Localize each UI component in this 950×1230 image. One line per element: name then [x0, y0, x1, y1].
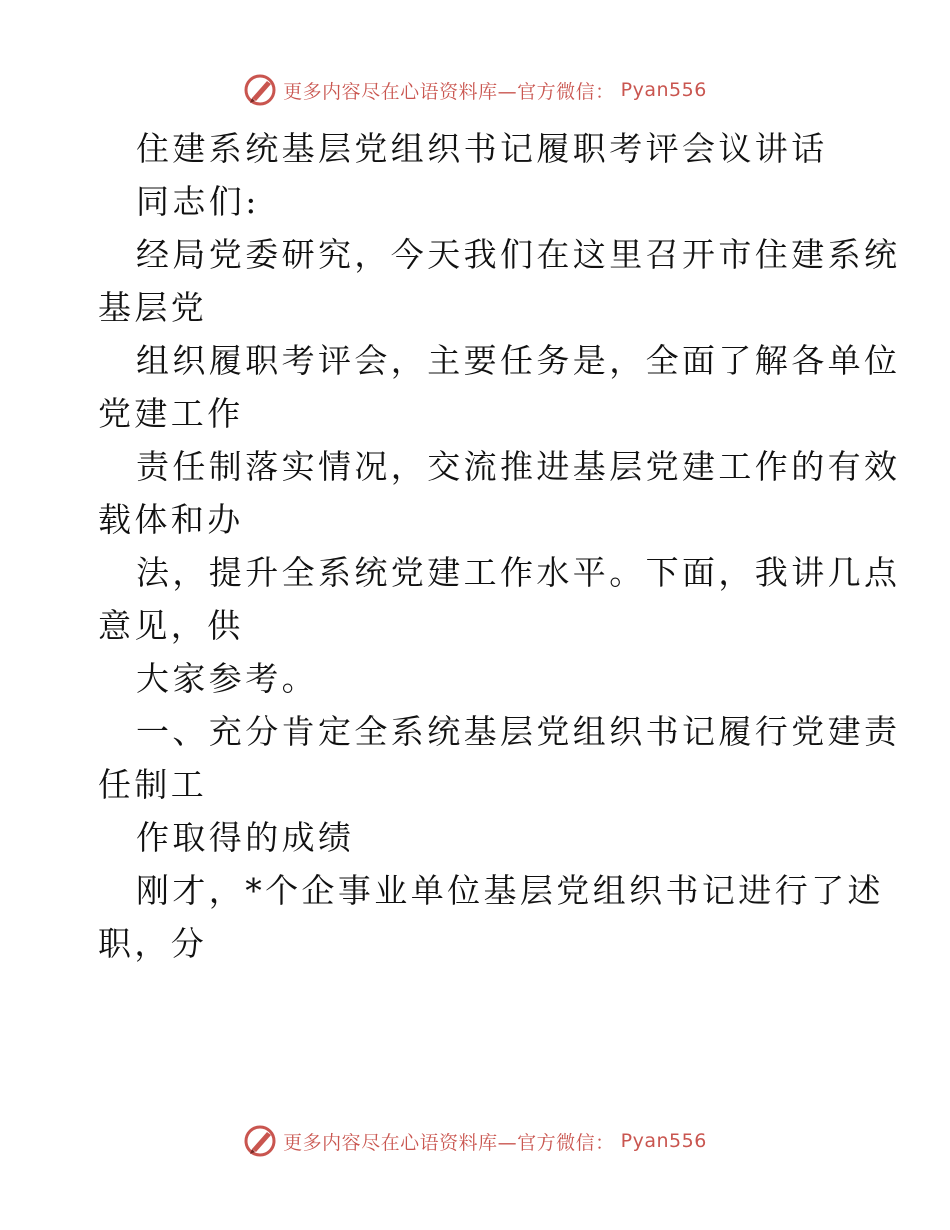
document-body: [98, 122, 901, 970]
text-line: 党建工作: [98, 394, 244, 433]
text-line: 组织履职考评会，主要任务是，全面了解各单位: [136, 341, 901, 380]
text-line: 经局党委研究，今天我们在这里召开市住建系统: [136, 235, 901, 274]
text-line: 意见，供: [98, 606, 244, 645]
section-heading-continued: 任制工: [98, 765, 208, 804]
text-line: 责任制落实情况，交流推进基层党建工作的有效: [136, 447, 901, 486]
text-line: 法，提升全系统党建工作水平。下面，我讲几点: [136, 553, 901, 592]
watermark-text: 更多内容尽在心语资料库—官方微信：: [283, 80, 615, 103]
watermark-wechat-id: Pyan556: [620, 1130, 707, 1152]
pen-logo-icon: [243, 73, 277, 107]
text-line: 基层党: [98, 288, 208, 327]
text-line: 职，分: [98, 924, 208, 963]
footer-watermark: [0, 1121, 950, 1161]
text-line: 大家参考。: [136, 659, 318, 698]
section-heading-continued: 作取得的成绩: [136, 818, 355, 857]
watermark-text: 更多内容尽在心语资料库—官方微信：: [283, 1131, 615, 1154]
text-line: 刚才，*个企事业单位基层党组织书记进行了述: [136, 871, 884, 910]
greeting: 同志们:: [136, 182, 260, 221]
text-line: 载体和办: [98, 500, 244, 539]
watermark-wechat-id: Pyan556: [620, 79, 707, 101]
pen-logo-icon: [243, 1124, 277, 1158]
document-title: 住建系统基层党组织书记履职考评会议讲话: [136, 129, 828, 168]
section-heading: 一、充分肯定全系统基层党组织书记履行党建责: [136, 712, 901, 751]
header-watermark: [0, 70, 950, 110]
